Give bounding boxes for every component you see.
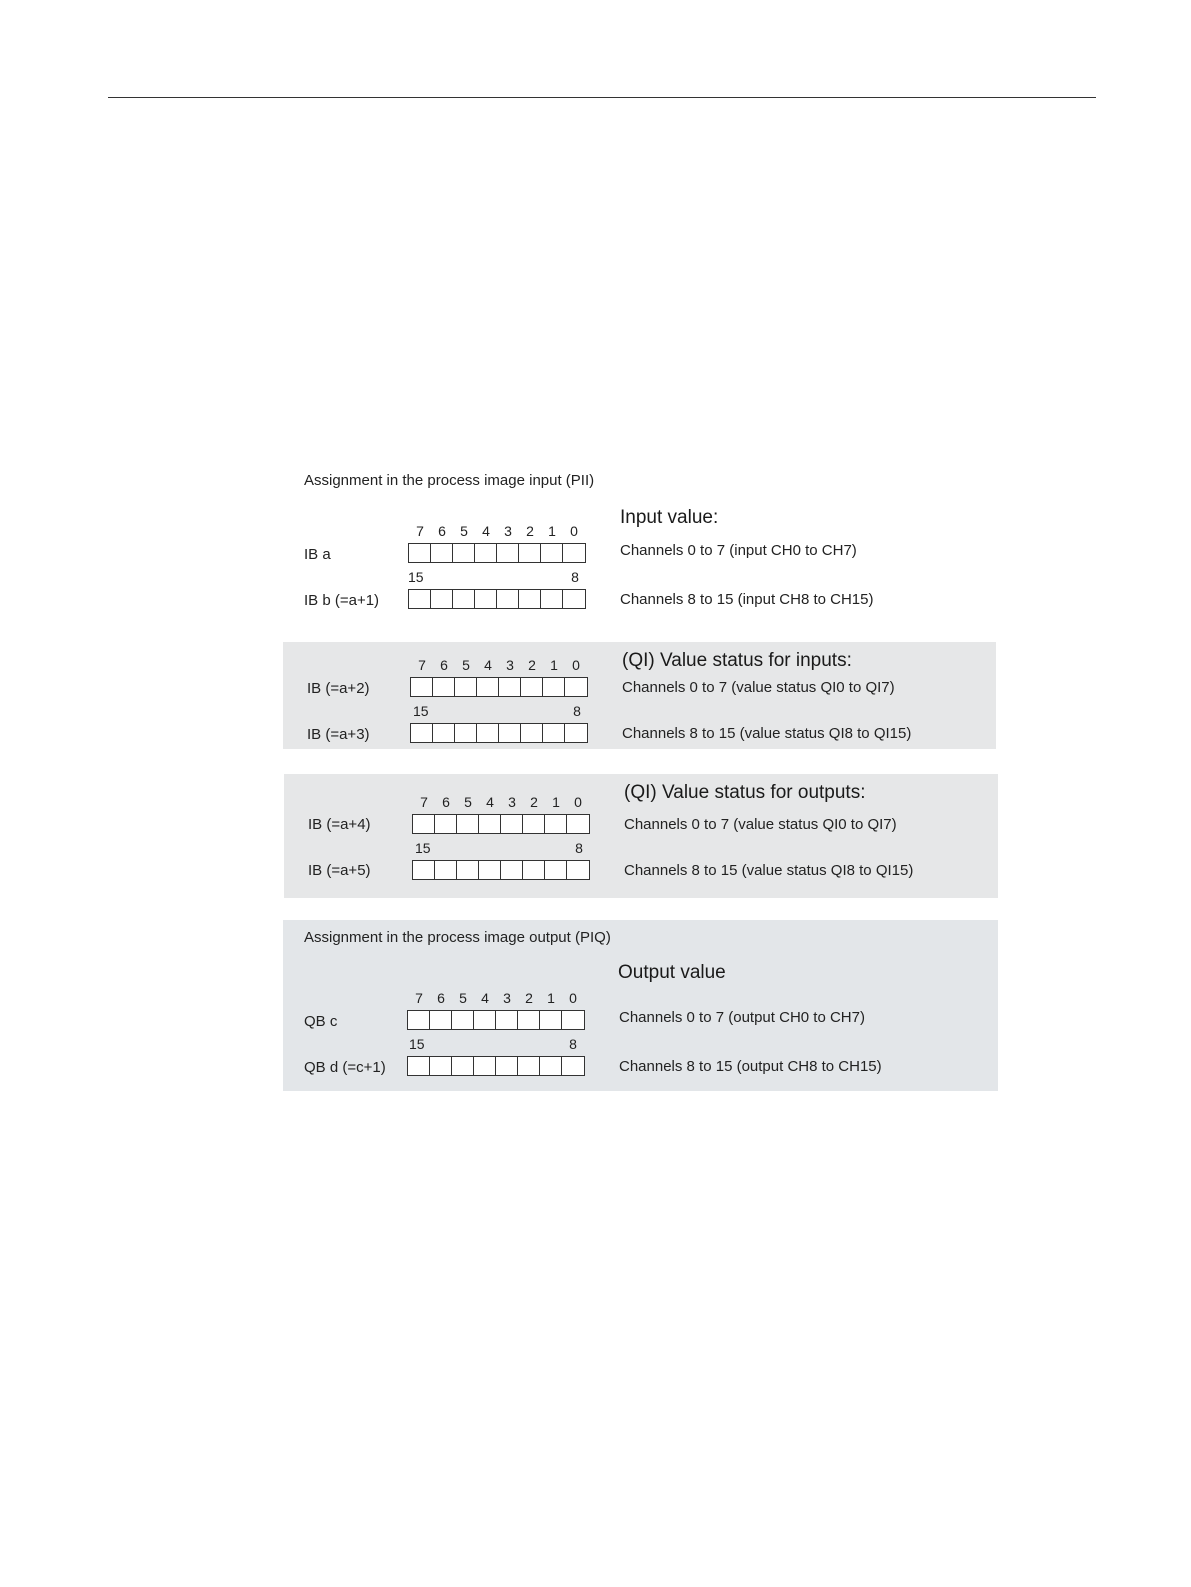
bit-cell (408, 1057, 430, 1075)
qi-outputs-high-left: 15 (415, 840, 431, 856)
bit-number-1: 1 (548, 523, 556, 539)
pii-heading: Input value: (620, 507, 719, 528)
bit-cell (496, 1011, 518, 1029)
piq-heading: Output value (618, 962, 726, 983)
bit-number-5: 5 (460, 523, 468, 539)
bit-cell (475, 544, 497, 562)
bit-cell (477, 678, 499, 696)
pii-byte-high-boxes (408, 589, 586, 609)
bit-cell (411, 678, 433, 696)
qi-inputs-byte-low-boxes (410, 677, 588, 697)
bit-cell (545, 861, 567, 879)
bit-cell (479, 815, 501, 833)
bit-number-0: 0 (572, 657, 580, 673)
bit-cell (562, 1057, 584, 1075)
bit-number-5: 5 (464, 794, 472, 810)
bit-cell (518, 1057, 540, 1075)
piq-byte-low-boxes (407, 1010, 585, 1030)
bit-number-6: 6 (442, 794, 450, 810)
pii-section (0, 0, 1191, 620)
qi-outputs-heading: (QI) Value status for outputs: (624, 782, 866, 803)
qi-inputs-row-desc-high: Channels 8 to 15 (value status QI8 to QI15) (622, 725, 912, 742)
bit-cell (499, 678, 521, 696)
bit-cell (409, 590, 431, 608)
piq-section (283, 920, 998, 1091)
bit-number-3: 3 (503, 990, 511, 1006)
pii-high-right: 8 (571, 569, 579, 585)
bit-cell (408, 1011, 430, 1029)
bit-number-3: 3 (508, 794, 516, 810)
bit-number-0: 0 (574, 794, 582, 810)
pii-caption: Assignment in the process image input (PII) (304, 472, 595, 489)
bit-cell (541, 544, 563, 562)
bit-cell (501, 815, 523, 833)
pii-row-desc-high: Channels 8 to 15 (input CH8 to CH15) (620, 591, 874, 608)
qi-inputs-heading: (QI) Value status for inputs: (622, 650, 852, 671)
bit-cell (497, 590, 519, 608)
bit-cell (431, 544, 453, 562)
bit-cell (521, 724, 543, 742)
qi-outputs-high-right: 8 (575, 840, 583, 856)
bit-number-4: 4 (482, 523, 490, 539)
qi-inputs-row-label-high: IB (=a+3) (307, 726, 370, 743)
bit-cell (543, 678, 565, 696)
bit-cell (501, 861, 523, 879)
bit-number-6: 6 (438, 523, 446, 539)
bit-cell (497, 544, 519, 562)
bit-cell (540, 1057, 562, 1075)
bit-number-1: 1 (547, 990, 555, 1006)
qi-outputs-section (284, 774, 998, 898)
bit-cell (457, 815, 479, 833)
pii-row-desc-low: Channels 0 to 7 (input CH0 to CH7) (620, 542, 857, 559)
bit-cell (540, 1011, 562, 1029)
bit-cell (518, 1011, 540, 1029)
bit-number-2: 2 (530, 794, 538, 810)
qi-inputs-row-label-low: IB (=a+2) (307, 680, 370, 697)
piq-row-desc-high: Channels 8 to 15 (output CH8 to CH15) (619, 1058, 882, 1075)
bit-number-5: 5 (462, 657, 470, 673)
bit-cell (519, 544, 541, 562)
bit-cell (475, 590, 497, 608)
bit-number-2: 2 (525, 990, 533, 1006)
bit-cell (474, 1057, 496, 1075)
bit-number-4: 4 (484, 657, 492, 673)
piq-row-label-high: QB d (=c+1) (304, 1059, 386, 1076)
bit-number-4: 4 (481, 990, 489, 1006)
qi-outputs-row-desc-low: Channels 0 to 7 (value status QI0 to QI7) (624, 816, 897, 833)
bit-number-7: 7 (416, 523, 424, 539)
qi-inputs-section (283, 642, 996, 749)
bit-cell (455, 678, 477, 696)
bit-cell (430, 1057, 452, 1075)
bit-cell (567, 815, 589, 833)
qi-outputs-row-label-low: IB (=a+4) (308, 816, 371, 833)
piq-bit-numbers-low (408, 990, 584, 1006)
bit-number-7: 7 (415, 990, 423, 1006)
bit-number-7: 7 (418, 657, 426, 673)
bit-cell (563, 544, 585, 562)
piq-caption: Assignment in the process image output (PIQ) (304, 929, 611, 946)
qi-inputs-row-desc-low: Channels 0 to 7 (value status QI0 to QI7) (622, 679, 895, 696)
piq-row-desc-low: Channels 0 to 7 (output CH0 to CH7) (619, 1009, 865, 1026)
bit-number-2: 2 (526, 523, 534, 539)
bit-number-5: 5 (459, 990, 467, 1006)
bit-number-0: 0 (569, 990, 577, 1006)
bit-number-0: 0 (570, 523, 578, 539)
bit-cell (457, 861, 479, 879)
bit-cell (541, 590, 563, 608)
bit-cell (413, 815, 435, 833)
piq-byte-high-boxes (407, 1056, 585, 1076)
bit-cell (455, 724, 477, 742)
qi-outputs-byte-low-boxes (412, 814, 590, 834)
bit-cell (563, 590, 585, 608)
bit-cell (565, 678, 587, 696)
bit-number-6: 6 (440, 657, 448, 673)
bit-cell (431, 590, 453, 608)
bit-cell (433, 724, 455, 742)
pii-bit-numbers-low (409, 523, 585, 539)
bit-number-1: 1 (552, 794, 560, 810)
bit-number-6: 6 (437, 990, 445, 1006)
bit-cell (435, 815, 457, 833)
bit-cell (545, 815, 567, 833)
qi-outputs-byte-high-boxes (412, 860, 590, 880)
qi-outputs-bit-numbers-low (413, 794, 589, 810)
qi-inputs-high-left: 15 (413, 703, 429, 719)
pii-row-label-low: IB a (304, 546, 331, 563)
pii-row-label-high: IB b (=a+1) (304, 592, 380, 609)
bit-cell (453, 544, 475, 562)
piq-high-left: 15 (409, 1036, 425, 1052)
qi-outputs-row-desc-high: Channels 8 to 15 (value status QI8 to QI15) (624, 862, 914, 879)
bit-number-4: 4 (486, 794, 494, 810)
bit-cell (409, 544, 431, 562)
bit-cell (413, 861, 435, 879)
bit-cell (477, 724, 499, 742)
bit-cell (474, 1011, 496, 1029)
bit-cell (430, 1011, 452, 1029)
qi-inputs-bit-numbers-low (411, 657, 587, 673)
bit-cell (562, 1011, 584, 1029)
bit-cell (496, 1057, 518, 1075)
bit-cell (543, 724, 565, 742)
bit-cell (452, 1057, 474, 1075)
bit-number-2: 2 (528, 657, 536, 673)
bit-cell (453, 590, 475, 608)
bit-cell (523, 815, 545, 833)
pii-high-left: 15 (408, 569, 424, 585)
bit-cell (519, 590, 541, 608)
pii-byte-low-boxes (408, 543, 586, 563)
bit-cell (411, 724, 433, 742)
bit-number-7: 7 (420, 794, 428, 810)
qi-outputs-row-label-high: IB (=a+5) (308, 862, 371, 879)
bit-number-1: 1 (550, 657, 558, 673)
bit-cell (565, 724, 587, 742)
bit-cell (523, 861, 545, 879)
bit-cell (435, 861, 457, 879)
bit-number-3: 3 (506, 657, 514, 673)
qi-inputs-high-right: 8 (573, 703, 581, 719)
piq-high-right: 8 (569, 1036, 577, 1052)
bit-cell (521, 678, 543, 696)
piq-row-label-low: QB c (304, 1013, 338, 1030)
bit-cell (433, 678, 455, 696)
qi-inputs-byte-high-boxes (410, 723, 588, 743)
bit-cell (567, 861, 589, 879)
bit-cell (499, 724, 521, 742)
bit-cell (479, 861, 501, 879)
bit-number-3: 3 (504, 523, 512, 539)
bit-cell (452, 1011, 474, 1029)
